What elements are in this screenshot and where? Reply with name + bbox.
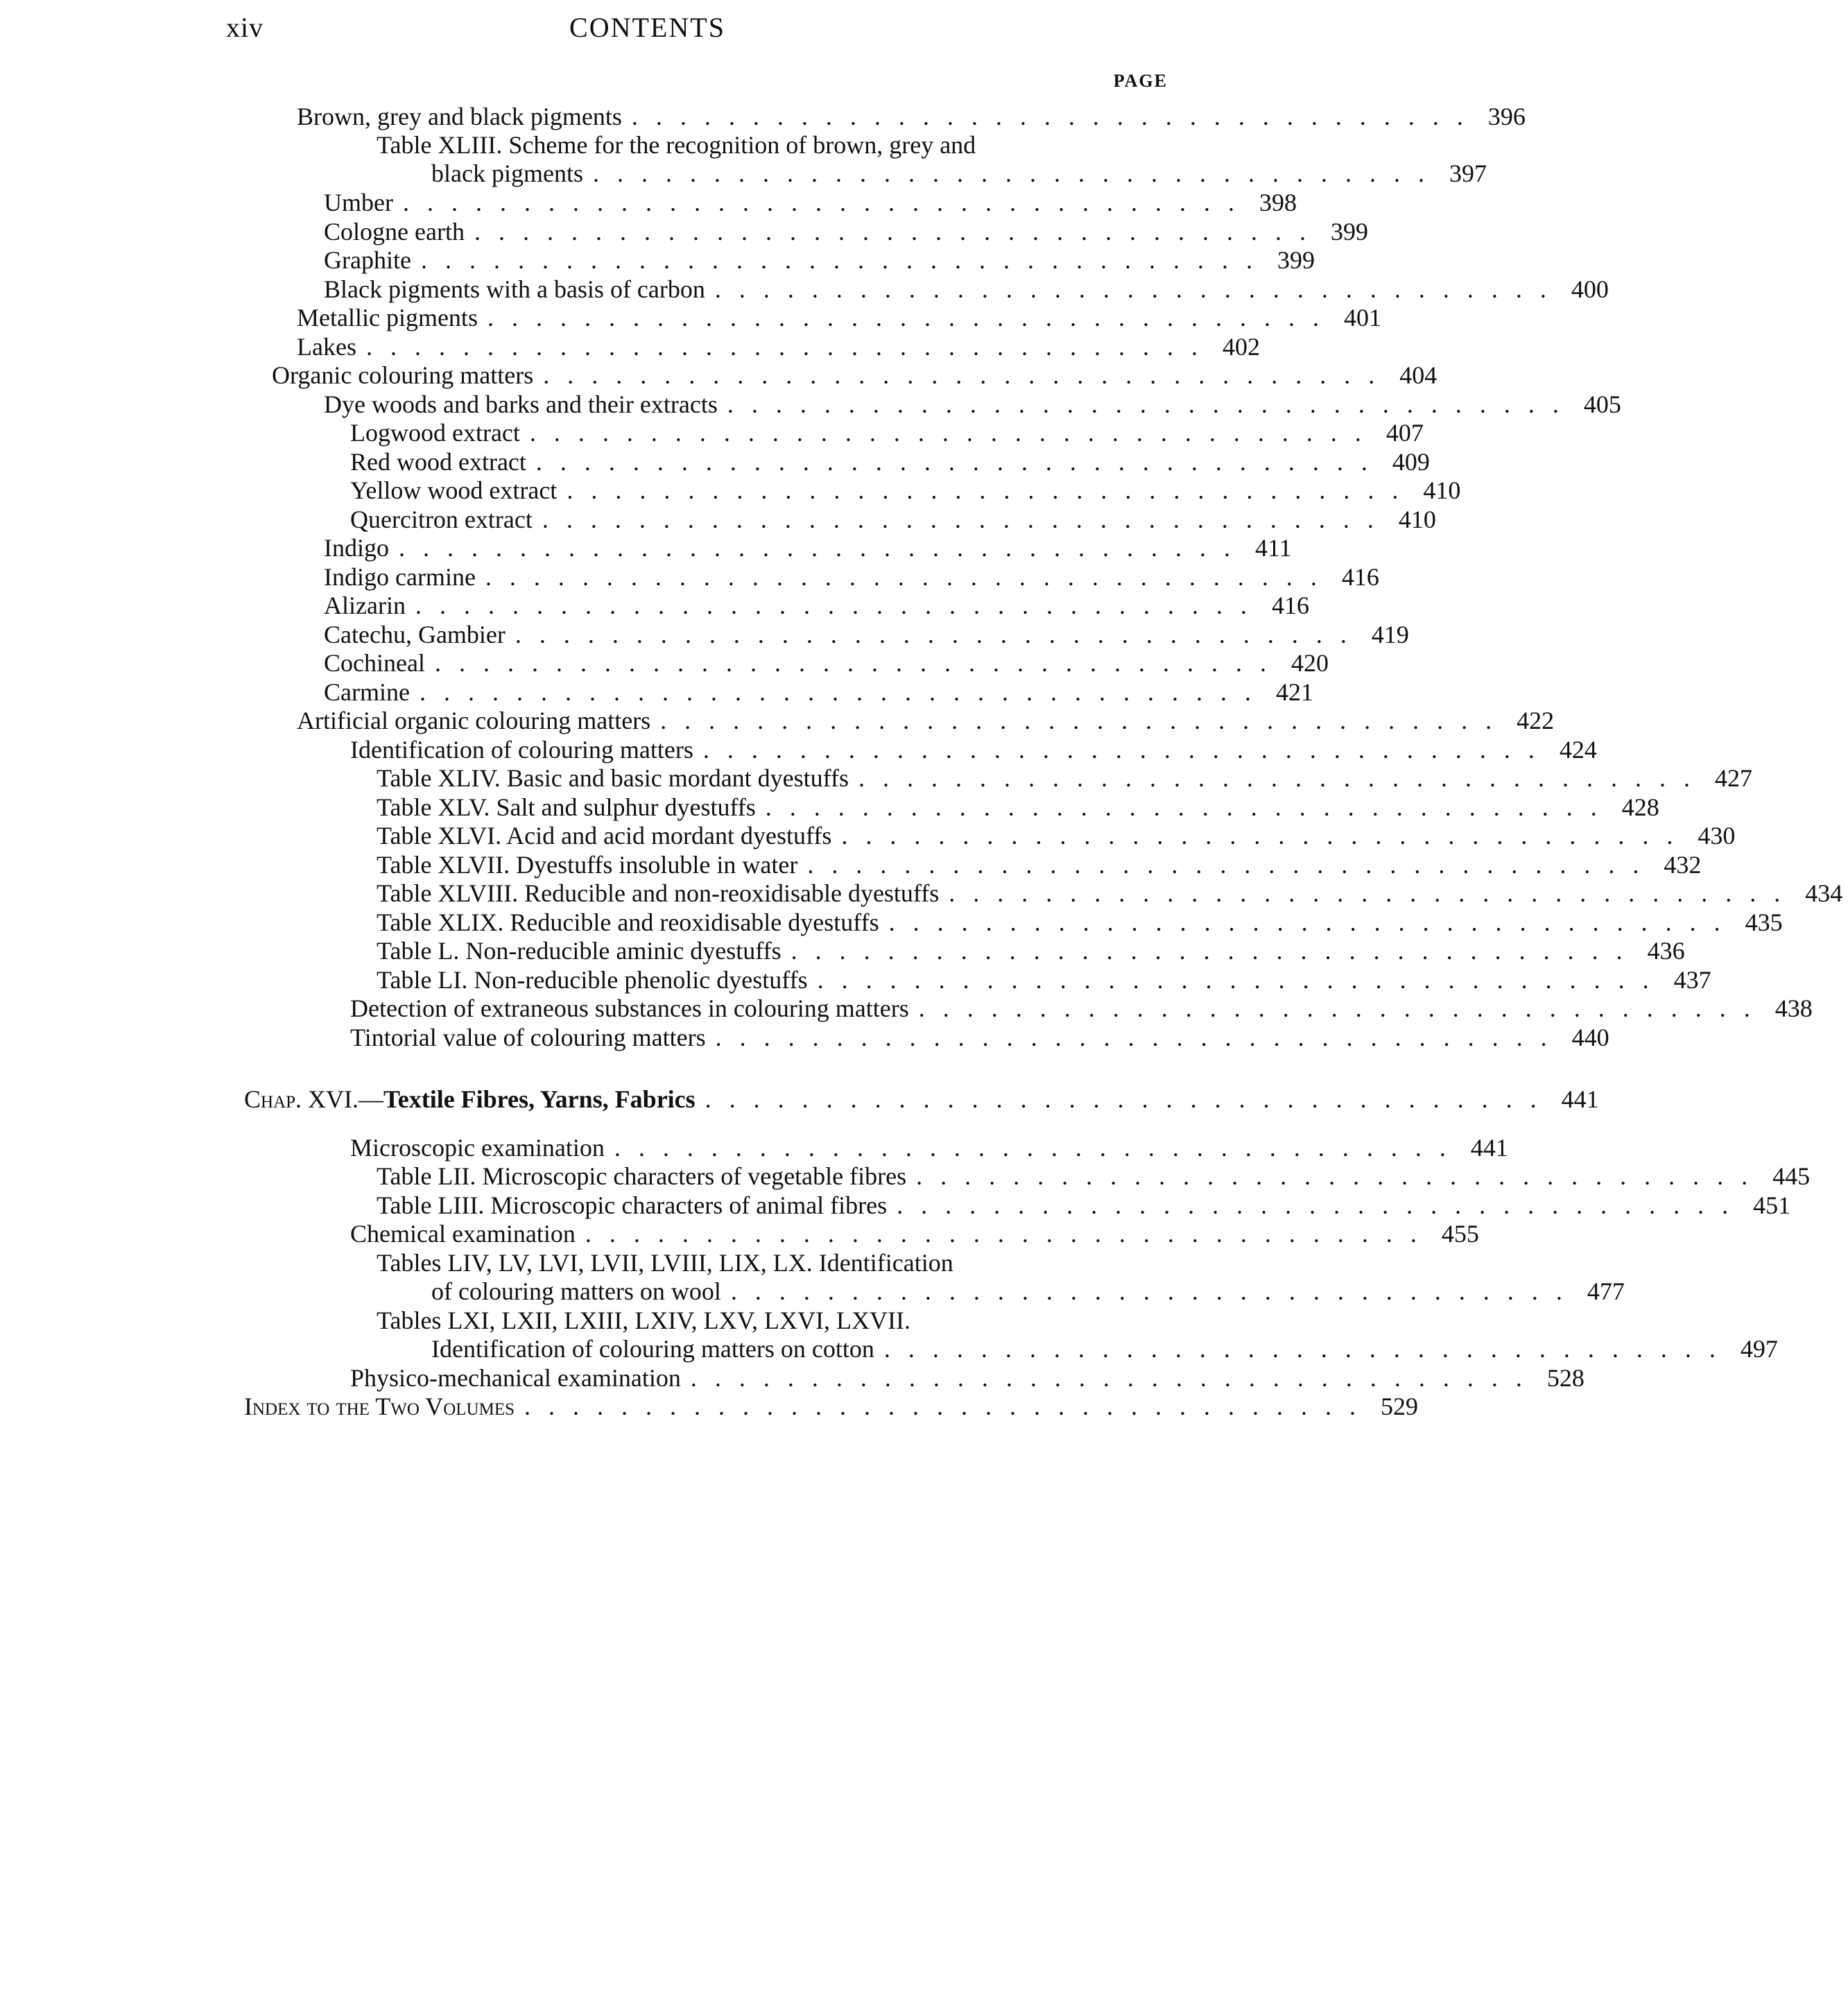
toc-entry-page: 438 bbox=[1774, 994, 1813, 1022]
dot-leader: ................................... bbox=[415, 592, 1265, 619]
toc-entry-title: Physico-mechanical examination bbox=[350, 1364, 681, 1392]
toc-entry-title: Organic colouring matters bbox=[272, 361, 534, 389]
toc-entry-page: 404 bbox=[1399, 361, 1437, 389]
toc-entry[interactable] bbox=[324, 216, 1368, 247]
toc-entry-page: 399 bbox=[1330, 218, 1368, 245]
toc-entry-page: 396 bbox=[1487, 103, 1526, 130]
toc-entry[interactable] bbox=[377, 763, 1752, 793]
toc-entry[interactable] bbox=[377, 792, 1659, 822]
toc-entry[interactable] bbox=[350, 1132, 1508, 1163]
dot-leader: ................................... bbox=[715, 1024, 1565, 1051]
toc-entry-title: Table XLVI. Acid and acid mordant dyestuffs bbox=[377, 822, 832, 850]
toc-entry-page: 398 bbox=[1259, 189, 1297, 216]
toc-entry-page: 405 bbox=[1583, 390, 1621, 418]
index-title: Index to the Two Volumes bbox=[244, 1393, 515, 1420]
toc-entry[interactable] bbox=[377, 1305, 1168, 1336]
dot-leader: ................................... bbox=[485, 563, 1335, 591]
toc-entry[interactable] bbox=[324, 533, 1292, 563]
toc-entry[interactable] bbox=[350, 447, 1430, 477]
toc-entry-page: 416 bbox=[1341, 563, 1379, 591]
toc-entry[interactable] bbox=[377, 965, 1711, 995]
toc-entry-page: 419 bbox=[1371, 621, 1409, 648]
toc-entry-title: Table XLIV. Basic and basic mordant dyestuffs bbox=[377, 764, 849, 792]
toc-entry[interactable] bbox=[350, 1363, 1584, 1393]
toc-entry-page: 424 bbox=[1559, 736, 1597, 764]
dot-leader: ................................... bbox=[807, 851, 1657, 879]
toc-entry-page: 529 bbox=[1381, 1393, 1419, 1420]
toc-entry[interactable] bbox=[377, 878, 1843, 908]
toc-entry-page: 455 bbox=[1441, 1220, 1479, 1248]
toc-entry-title: of colouring matters on wool bbox=[431, 1277, 721, 1305]
dot-leader: ................................... bbox=[660, 707, 1510, 734]
toc-entry-page: 428 bbox=[1621, 793, 1659, 821]
toc-entry-title: Tintorial value of colouring matters bbox=[350, 1024, 706, 1051]
toc-entry-page: 409 bbox=[1392, 448, 1430, 476]
dot-leader: ................................... bbox=[402, 189, 1252, 216]
toc-entry-title: Indigo bbox=[324, 534, 389, 562]
toc-entry[interactable] bbox=[350, 417, 1424, 448]
toc-entry[interactable] bbox=[350, 734, 1597, 765]
dot-leader: ................................... bbox=[690, 1364, 1540, 1392]
dot-leader: ................................... bbox=[474, 218, 1324, 245]
toc-entry-title: Microscopic examination bbox=[350, 1134, 605, 1162]
dot-leader: ................................... bbox=[542, 506, 1392, 533]
toc-entry-title: Metallic pigments bbox=[297, 304, 478, 331]
running-head-title: CONTENTS bbox=[569, 12, 725, 43]
toc-entry-title: Table XLVII. Dyestuffs insoluble in water bbox=[377, 851, 798, 879]
toc-entry[interactable] bbox=[377, 1190, 1791, 1221]
toc-entry[interactable] bbox=[377, 1248, 1168, 1278]
dot-leader: ................................... bbox=[515, 621, 1365, 648]
dot-leader: ................................... bbox=[841, 822, 1691, 850]
toc-entry[interactable] bbox=[324, 648, 1329, 678]
toc-entry-title: Quercitron extract bbox=[350, 506, 533, 533]
toc-entry-title: Alizarin bbox=[324, 592, 406, 619]
dot-leader: ................................... bbox=[765, 793, 1615, 821]
dot-leader: ................................... bbox=[714, 275, 1564, 303]
dot-leader: ................................... bbox=[730, 1277, 1580, 1305]
dot-leader: ................................... bbox=[727, 390, 1577, 418]
toc-entry-page: 441 bbox=[1561, 1085, 1599, 1113]
toc-entry-title: Catechu, Gambier bbox=[324, 621, 506, 648]
toc-entry[interactable] bbox=[377, 936, 1685, 966]
dot-leader: ................................... bbox=[817, 966, 1667, 994]
toc-entry-title: Table XLV. Salt and sulphur dyestuffs bbox=[377, 793, 756, 821]
dot-leader: ................................... bbox=[918, 994, 1768, 1022]
toc-entry[interactable] bbox=[377, 907, 1783, 938]
toc-entry[interactable] bbox=[324, 562, 1379, 592]
toc-entry[interactable] bbox=[324, 187, 1297, 218]
dot-leader: ................................... bbox=[791, 937, 1641, 965]
page-column-label: PAGE bbox=[1113, 71, 1168, 91]
toc-entry-title: Brown, grey and black pigments bbox=[297, 103, 622, 130]
toc-entry[interactable] bbox=[350, 475, 1461, 506]
toc-entry-title: Table LII. Microscopic characters of vegetable fibres bbox=[377, 1162, 907, 1190]
toc-entry-title: Chemical examination bbox=[350, 1220, 576, 1248]
toc-entry-page: 399 bbox=[1277, 246, 1315, 274]
toc-entry-page: 407 bbox=[1385, 419, 1424, 447]
toc-entry[interactable] bbox=[350, 1218, 1479, 1249]
toc-entry-page: 420 bbox=[1290, 649, 1329, 677]
dot-leader: ................................... bbox=[631, 103, 1481, 130]
toc-entry-page: 422 bbox=[1517, 707, 1555, 734]
toc-entry-page: 440 bbox=[1571, 1024, 1609, 1051]
toc-entry-title: black pigments bbox=[431, 160, 583, 187]
toc-entry-title: Identification of colouring matters bbox=[350, 736, 693, 764]
dot-leader: ................................... bbox=[858, 764, 1708, 792]
toc-entry[interactable] bbox=[324, 245, 1315, 275]
dot-leader: ................................... bbox=[487, 304, 1337, 331]
toc-entry-page: 497 bbox=[1740, 1335, 1778, 1363]
toc-entry-title: Carmine bbox=[324, 678, 410, 706]
toc-entry[interactable] bbox=[350, 504, 1436, 535]
toc-entry[interactable] bbox=[431, 158, 1487, 189]
toc-entry-title: Indigo carmine bbox=[324, 563, 476, 591]
dot-leader: ................................... bbox=[705, 1085, 1555, 1113]
toc-entry-title: Black pigments with a basis of carbon bbox=[324, 275, 705, 303]
toc-entry[interactable] bbox=[324, 389, 1621, 420]
toc-entry-page: 410 bbox=[1423, 476, 1461, 504]
dot-leader: ................................... bbox=[949, 879, 1799, 907]
toc-entry-title: Table XLVIII. Reducible and non-reoxidisable dyestuffs bbox=[377, 879, 940, 907]
toc-entry-page: 528 bbox=[1546, 1364, 1584, 1392]
chapter-name: Textile Fibres, Yarns, Fabrics bbox=[383, 1085, 696, 1113]
page-folio: xiv bbox=[226, 12, 264, 43]
dot-leader: ................................... bbox=[434, 649, 1284, 677]
toc-entry-title: Dye woods and barks and their extracts bbox=[324, 390, 718, 418]
toc-entry[interactable] bbox=[377, 130, 1168, 160]
dot-leader: ................................... bbox=[614, 1134, 1464, 1162]
toc-entry[interactable] bbox=[324, 590, 1309, 621]
toc-entry-page: 434 bbox=[1805, 879, 1843, 907]
dot-leader: ................................... bbox=[897, 1191, 1747, 1219]
toc-entry-title: Red wood extract bbox=[350, 448, 526, 476]
toc-entry-title: Detection of extraneous substances in colouring matters bbox=[350, 994, 909, 1022]
toc-entry[interactable] bbox=[297, 331, 1260, 362]
toc-entry[interactable] bbox=[297, 302, 1381, 333]
toc-entry[interactable] bbox=[377, 850, 1702, 880]
toc-entry-title: Cologne earth bbox=[324, 218, 465, 245]
toc-entry-title: Umber bbox=[324, 189, 393, 216]
dot-leader: ................................... bbox=[543, 361, 1393, 389]
toc-entry-page: 397 bbox=[1449, 160, 1487, 187]
toc-entry-title: Tables LXI, LXII, LXIII, LXIV, LXV, LXVI, LXVII. bbox=[377, 1307, 910, 1334]
dot-leader: ................................... bbox=[524, 1393, 1374, 1420]
toc-entry-title: Cochineal bbox=[324, 649, 425, 677]
toc-entry-page: 400 bbox=[1571, 275, 1609, 303]
chapter-heading[interactable] bbox=[244, 1084, 1599, 1114]
toc-entry-title: Table LI. Non-reducible phenolic dyestuffs bbox=[377, 966, 808, 994]
toc-entry-page: 437 bbox=[1673, 966, 1711, 994]
chapter-prefix: Chap. bbox=[244, 1085, 302, 1113]
dot-leader: ................................... bbox=[420, 246, 1270, 274]
dot-leader: ................................... bbox=[419, 678, 1269, 706]
toc-entry[interactable] bbox=[324, 274, 1609, 304]
toc-entry-page: 436 bbox=[1647, 937, 1685, 965]
dot-leader: ................................... bbox=[888, 908, 1738, 936]
toc-entry[interactable] bbox=[350, 993, 1813, 1024]
toc-entry-page: 402 bbox=[1222, 333, 1260, 361]
toc-entry-page: 410 bbox=[1398, 506, 1436, 533]
toc-entry-page: 416 bbox=[1271, 592, 1309, 619]
toc-entry-title: Identification of colouring matters on cotton bbox=[431, 1335, 874, 1363]
dot-leader: ................................... bbox=[916, 1162, 1766, 1190]
toc-entry[interactable] bbox=[377, 820, 1736, 851]
toc-entry[interactable] bbox=[297, 705, 1555, 736]
toc-entry-title: Yellow wood extract bbox=[350, 476, 558, 504]
toc-entry-page: 430 bbox=[1698, 822, 1736, 850]
toc-entry-title: Table XLIX. Reducible and reoxidisable dyestuffs bbox=[377, 908, 879, 936]
toc-entry[interactable] bbox=[272, 360, 1437, 390]
dot-leader: ................................... bbox=[365, 333, 1216, 361]
dot-leader: ................................... bbox=[585, 1220, 1435, 1248]
toc-entry[interactable] bbox=[297, 101, 1526, 132]
toc-entry-page: 411 bbox=[1255, 534, 1292, 562]
toc-entry-title: Table LIII. Microscopic characters of animal fibres bbox=[377, 1191, 888, 1219]
dot-leader: ................................... bbox=[529, 419, 1379, 447]
toc-entry[interactable] bbox=[350, 1022, 1609, 1053]
dot-leader: ................................... bbox=[883, 1335, 1734, 1363]
toc-entry-title: Table XLIII. Scheme for the recognition of brown, grey and bbox=[377, 131, 976, 159]
toc-entry-page: 401 bbox=[1343, 304, 1381, 331]
toc-entry[interactable] bbox=[324, 619, 1409, 650]
toc-entry[interactable] bbox=[431, 1276, 1625, 1307]
toc-entry-page: 451 bbox=[1753, 1191, 1791, 1219]
toc-entry-title: Lakes bbox=[297, 333, 356, 361]
toc-entry-title: Table L. Non-reducible aminic dyestuffs bbox=[377, 937, 781, 965]
toc-entry[interactable] bbox=[324, 677, 1313, 707]
dot-leader: ................................... bbox=[567, 476, 1417, 504]
dot-leader: ................................... bbox=[592, 160, 1442, 187]
toc-entry[interactable] bbox=[431, 1334, 1778, 1364]
toc-entry-page: 477 bbox=[1587, 1277, 1625, 1305]
toc-entry-title: Artificial organic colouring matters bbox=[297, 707, 651, 734]
index-entry[interactable] bbox=[244, 1391, 1419, 1422]
chapter-title bbox=[244, 1084, 696, 1114]
dot-leader: ................................... bbox=[535, 448, 1385, 476]
toc-entry-page: 441 bbox=[1470, 1134, 1508, 1162]
dot-leader: ................................... bbox=[702, 736, 1553, 764]
toc-entry-page: 421 bbox=[1275, 678, 1313, 706]
toc-entry-title: Logwood extract bbox=[350, 419, 520, 447]
toc-entry-page: 432 bbox=[1664, 851, 1702, 879]
dot-leader: ................................... bbox=[399, 534, 1248, 562]
toc-entry[interactable] bbox=[377, 1161, 1811, 1191]
toc-entry-page: 435 bbox=[1745, 908, 1783, 936]
toc-entry-title: Graphite bbox=[324, 246, 411, 274]
toc-entry-title: Tables LIV, LV, LVI, LVII, LVIII, LIX, LX. Identification bbox=[377, 1249, 953, 1277]
toc-entry-page: 445 bbox=[1772, 1162, 1811, 1190]
chapter-number: XVI.— bbox=[302, 1085, 384, 1113]
toc-entry-page: 427 bbox=[1715, 764, 1752, 792]
